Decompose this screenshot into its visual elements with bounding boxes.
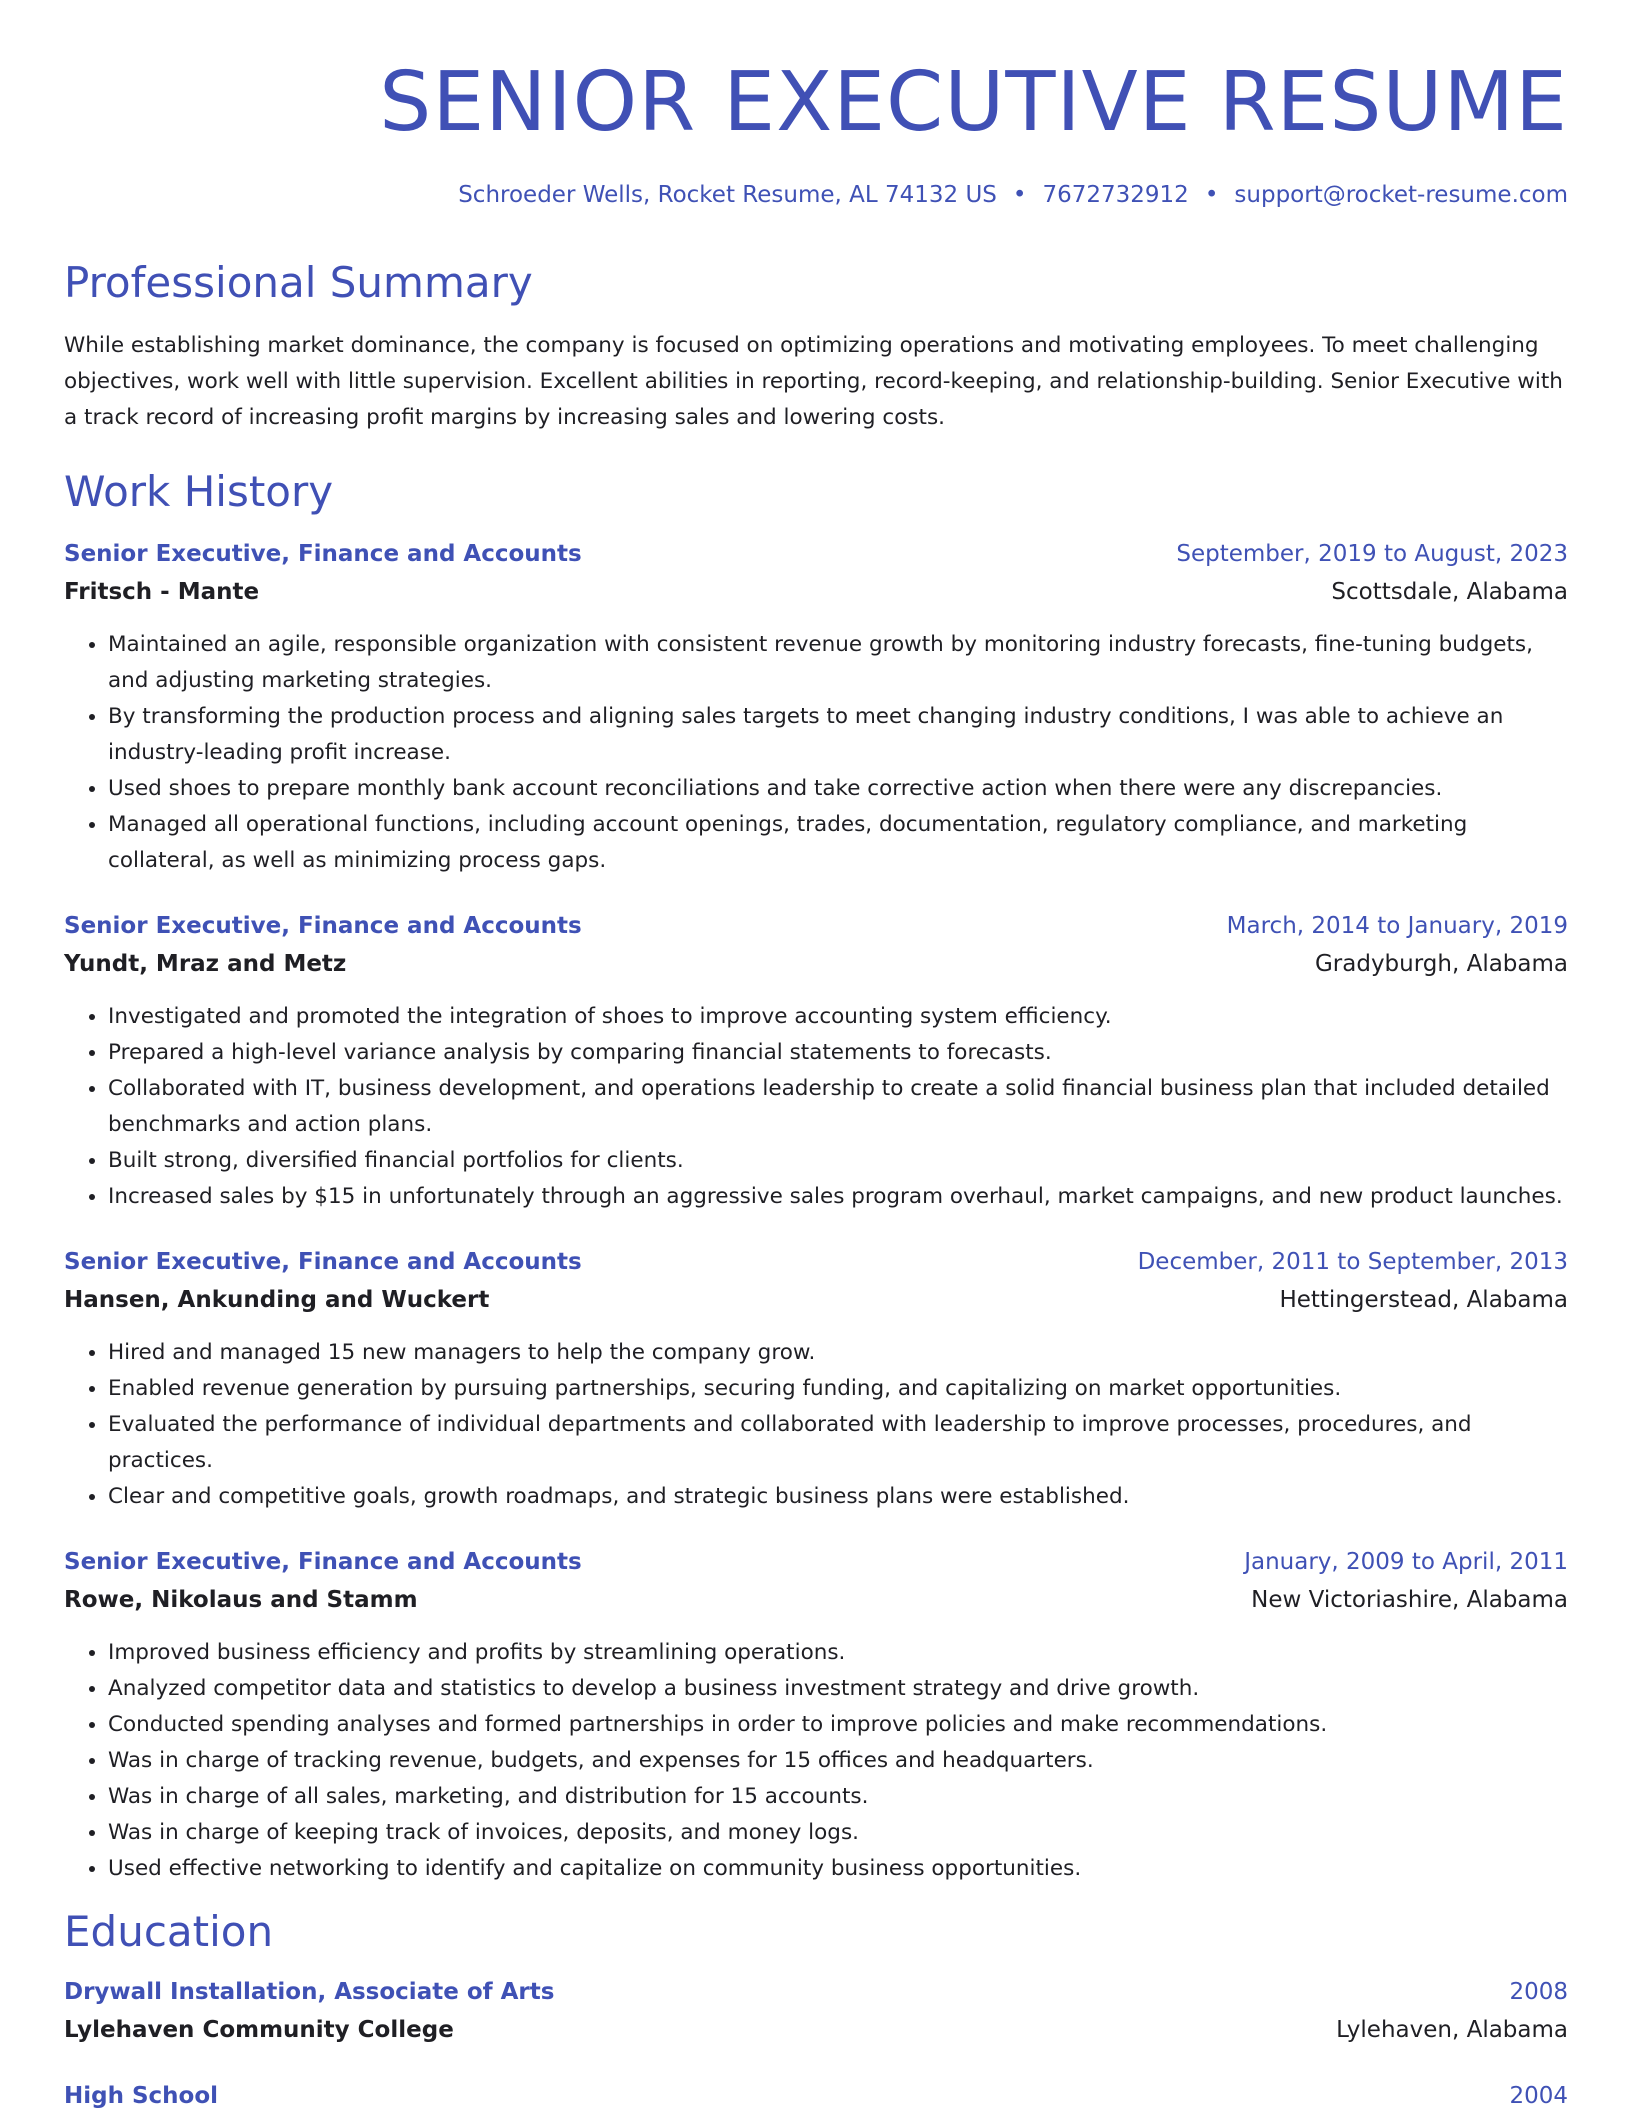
contact-phone: 7672732912 [1042, 182, 1189, 208]
education-year: 2008 [1509, 1979, 1568, 2005]
job-bullet: • Was in charge of all sales, marketing, and distribution for 15 accounts. [108, 1779, 1568, 1815]
job-bullet: • Improved business efficiency and profits by streamlining operations. [108, 1635, 1568, 1671]
job-title: Senior Executive, Finance and Accounts [64, 913, 582, 939]
job-bullet: • Managed all operational functions, including account openings, trades, documentation, regulatory compliance, and marketing collateral, as well as minimizing process gaps. [108, 807, 1568, 879]
contact-separator: • [1204, 182, 1219, 208]
work-history-heading: Work History [64, 467, 334, 516]
job-bullet: • Prepared a high-level variance analysis by comparing financial statements to forecasts. [108, 1035, 1568, 1071]
resume-title: SENIOR EXECUTIVE RESUME [379, 55, 1568, 150]
job-title-row [64, 535, 1568, 573]
education-year: 2004 [1509, 2083, 1568, 2109]
education-degree-row [64, 2077, 1568, 2115]
education-entry [64, 2077, 1568, 2115]
job-bullet: • Used effective networking to identify and capitalize on community business opportunities. [108, 1851, 1568, 1887]
job-bullets [64, 627, 1568, 879]
job-bullet: • Was in charge of keeping track of invoices, deposits, and money logs. [108, 1815, 1568, 1851]
contact-separator: • [1012, 182, 1027, 208]
job-entry [64, 1243, 1568, 1515]
job-bullet: • Conducted spending analyses and formed partnerships in order to improve policies and make recommendations. [108, 1707, 1568, 1743]
education-degree-row [64, 1973, 1568, 2011]
job-company-row [64, 1581, 1568, 1619]
job-company: Rowe, Nikolaus and Stamm [64, 1587, 418, 1613]
job-dates: December, 2011 to September, 2013 [1137, 1249, 1568, 1275]
job-title-row [64, 907, 1568, 945]
job-bullet: • Enabled revenue generation by pursuing partnerships, securing funding, and capitalizing on market opportunities. [108, 1371, 1568, 1407]
job-bullet: • Built strong, diversified financial portfolios for clients. [108, 1143, 1568, 1179]
job-bullet: • Increased sales by $15 in unfortunately through an aggressive sales program overhaul, market campaigns, and new product launches. [108, 1179, 1568, 1215]
contact-line [64, 184, 1568, 207]
education-entry [64, 1973, 1568, 2049]
job-title: Senior Executive, Finance and Accounts [64, 1249, 582, 1275]
job-location: Gradyburgh, Alabama [1314, 951, 1568, 977]
job-company: Yundt, Mraz and Metz [64, 951, 347, 977]
job-company-row [64, 945, 1568, 983]
resume-page [64, 0, 1568, 2115]
education-heading: Education [64, 1907, 274, 1956]
job-bullet: • Analyzed competitor data and statistics to develop a business investment strategy and drive growth. [108, 1671, 1568, 1707]
job-company-row [64, 573, 1568, 611]
job-bullet: • Clear and competitive goals, growth roadmaps, and strategic business plans were established. [108, 1479, 1568, 1515]
job-location: Scottsdale, Alabama [1331, 579, 1568, 605]
job-bullet: • By transforming the production process and aligning sales targets to meet changing industry conditions, I was able to achieve an industry-leading profit increase. [108, 699, 1568, 771]
job-company-row [64, 1281, 1568, 1319]
job-title-row [64, 1243, 1568, 1281]
summary-heading: Professional Summary [64, 258, 533, 307]
job-dates: September, 2019 to August, 2023 [1176, 541, 1568, 567]
job-entry [64, 535, 1568, 879]
job-title: Senior Executive, Finance and Accounts [64, 541, 582, 567]
job-title: Senior Executive, Finance and Accounts [64, 1549, 582, 1575]
job-company: Hansen, Ankunding and Wuckert [64, 1287, 490, 1313]
job-title-row [64, 1543, 1568, 1581]
job-company: Fritsch - Mante [64, 579, 260, 605]
job-location: Hettingerstead, Alabama [1279, 1287, 1568, 1313]
job-bullet: • Evaluated the performance of individual departments and collaborated with leadership to improve processes, procedures, and practices. [108, 1407, 1568, 1479]
education-school: Lylehaven Community College [64, 2017, 454, 2043]
job-bullet: • Maintained an agile, responsible organization with consistent revenue growth by monitoring industry forecasts, fine-tuning budgets, and adjusting marketing strategies. [108, 627, 1568, 699]
job-entry [64, 907, 1568, 1215]
summary-text: While establishing market dominance, the company is focused on optimizing operations and motivating employees. To meet challenging objectives, work well with little supervision. Excellent abilities in reporting, record-keeping, and relationship-building. Senior Executive with a track record of increasing profit margins by increasing sales and lowering costs. [64, 333, 1563, 430]
job-bullets [64, 999, 1568, 1215]
job-bullet: • Hired and managed 15 new managers to help the company grow. [108, 1335, 1568, 1371]
job-bullet: • Collaborated with IT, business development, and operations leadership to create a solid financial business plan that included detailed benchmarks and action plans. [108, 1071, 1568, 1143]
education-degree: Drywall Installation, Associate of Arts [64, 1979, 555, 2005]
education-location: Lylehaven, Alabama [1336, 2017, 1568, 2043]
education-degree: High School [64, 2083, 219, 2109]
job-entry [64, 1543, 1568, 1887]
job-dates: March, 2014 to January, 2019 [1226, 913, 1568, 939]
job-bullets [64, 1335, 1568, 1515]
job-dates: January, 2009 to April, 2011 [1244, 1549, 1568, 1575]
job-bullet: • Used shoes to prepare monthly bank account reconciliations and take corrective action when there were any discrepancies. [108, 771, 1568, 807]
job-bullets [64, 1635, 1568, 1887]
contact-email: support@rocket-resume.com [1234, 182, 1568, 208]
job-location: New Victoriashire, Alabama [1251, 1587, 1568, 1613]
contact-address: Schroeder Wells, Rocket Resume, AL 74132 US [458, 182, 997, 208]
job-bullet: • Was in charge of tracking revenue, budgets, and expenses for 15 offices and headquarters. [108, 1743, 1568, 1779]
education-school-row [64, 2011, 1568, 2049]
job-bullet: • Investigated and promoted the integration of shoes to improve accounting system efficiency. [108, 999, 1568, 1035]
